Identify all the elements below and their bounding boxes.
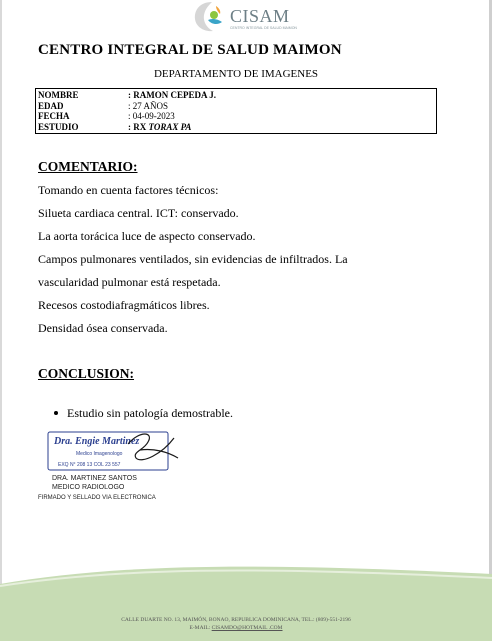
conclusion-heading: CONCLUSION: bbox=[38, 366, 135, 381]
cisam-logo bbox=[190, 0, 300, 34]
comentario-line: Silueta cardiaca central. ICT: conservado. bbox=[38, 206, 239, 220]
info-row-estudio bbox=[38, 122, 436, 133]
info-value: : RAMON CEPEDA J. bbox=[128, 90, 216, 100]
conclusion-text: Estudio sin patología demostrable. bbox=[67, 406, 233, 420]
logo-subtitle: CENTRO INTEGRAL DE SALUD MAIMON bbox=[230, 26, 297, 30]
info-key: NOMBRE bbox=[38, 90, 79, 100]
info-row-edad bbox=[38, 101, 436, 112]
doctor-stamp bbox=[44, 428, 184, 472]
comentario-line: Campos pulmonares ventilados, sin evidencias de infiltrados. La bbox=[38, 252, 348, 266]
comentario-line: Densidad ósea conservada. bbox=[38, 321, 168, 335]
signature-block bbox=[52, 474, 137, 492]
doctor-name: DRA. MARTINEZ SANTOS bbox=[52, 475, 137, 482]
footer-email[interactable]: CISAMDO@HOTMAIL .COM bbox=[211, 625, 283, 631]
info-value: : 04-09-2023 bbox=[128, 111, 175, 121]
doctor-title: MEDICO RADIOLOGO bbox=[52, 484, 125, 491]
stamp-exequatur: EXQ N° 208 13 COL 23 557 bbox=[58, 462, 121, 468]
stamp-name: Dra. Engie Martinez bbox=[54, 436, 140, 447]
footer-address: CALLE DUARTE NO. 13, MAIMÓN, BONAO, REPUBLICA DOMINICANA, TEL.: (809)-551-2196 bbox=[121, 617, 351, 623]
department-name: DEPARTAMENTO DE IMAGENES bbox=[153, 68, 319, 80]
info-value: : 27 AÑOS bbox=[128, 100, 169, 111]
study-name: TORAX PA bbox=[148, 121, 192, 132]
conclusion-item bbox=[54, 406, 233, 421]
document-title: CENTRO INTEGRAL DE SALUD MAIMON bbox=[38, 42, 342, 58]
electronic-signature-note: FIRMADO Y SELLADO VIA ELECTRONICA bbox=[38, 495, 156, 501]
footer-email-line bbox=[0, 625, 472, 631]
comentario-line: vascularidad pulmonar está respetada. bbox=[38, 275, 221, 289]
info-row-nombre bbox=[38, 90, 436, 101]
footer-email-label: E-MAIL: bbox=[189, 625, 212, 631]
logo-wordmark: CISAM bbox=[230, 6, 290, 26]
comentario-line: Tomando en cuenta factores técnicos: bbox=[38, 183, 219, 197]
page-left-edge bbox=[0, 0, 2, 641]
info-value bbox=[128, 122, 191, 133]
bullet-icon bbox=[54, 411, 58, 415]
comentario-line: La aorta torácica luce de aspecto conservado. bbox=[38, 229, 256, 243]
patient-info-box bbox=[35, 88, 437, 134]
study-prefix: : RX bbox=[128, 121, 149, 132]
comentario-line: Recesos costodiafragmáticos libres. bbox=[38, 298, 210, 312]
stamp-role: Medico Imagenologo bbox=[76, 451, 123, 457]
comentario-heading: COMENTARIO: bbox=[38, 159, 138, 174]
logo-mark-icon bbox=[190, 0, 232, 34]
info-key: ESTUDIO bbox=[38, 121, 79, 132]
info-key: EDAD bbox=[38, 100, 64, 111]
info-row-fecha bbox=[38, 111, 436, 122]
info-key: FECHA bbox=[38, 111, 70, 121]
